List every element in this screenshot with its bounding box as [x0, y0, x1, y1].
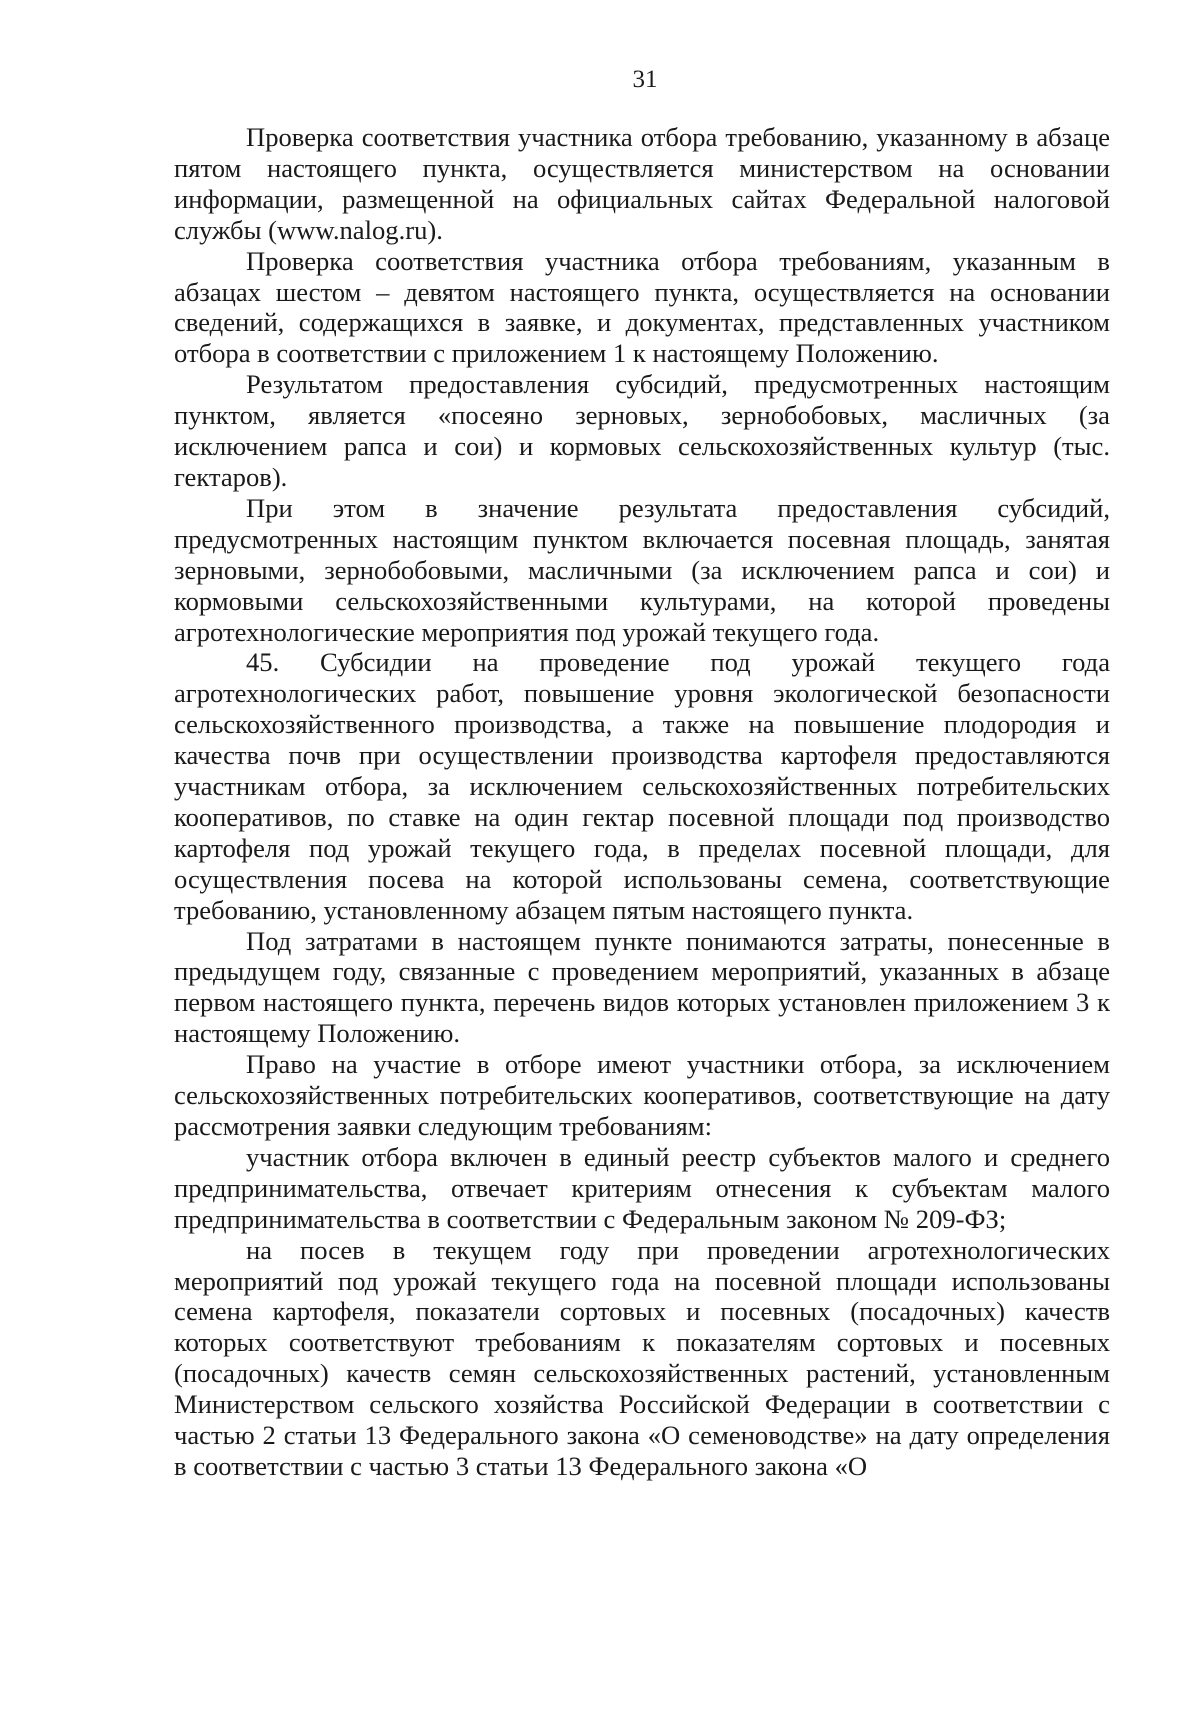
paragraph-5: 45. Субсидии на проведение под урожай текущего года агротехнологических работ, повышение уровня экологической безопасности сельскохозяйственного производства, а также на повышение плодородия и качества почв при осуществлении производства картофеля предоставляются участникам отбора, за исключением сельскохозяйственных потребительских кооперативов, по ставке на один гектар посевной площади под производство картофеля под урожай текущего года, в пределах посевной площади, для осуществления посева на которой использованы семена, соответствующие требованию, установленному абзацем пятым настоящего пункта. [174, 647, 1110, 925]
paragraph-9: на посев в текущем году при проведении агротехнологических мероприятий под урожай текущего года на посевной площади использованы семена картофеля, показатели сортовых и посевных (посадочных) качеств которых соответствуют требованиям к показателям сортовых и посевных (посадочных) качеств семян сельскохозяйственных растений, установленным Министерством сельского хозяйства Российской Федерации в соответствии с частью 2 статьи 13 Федерального закона «О семеноводстве» на дату определения в соответствии с частью 3 статьи 13 Федерального закона «О [174, 1234, 1110, 1481]
page-number: 31 [632, 66, 658, 93]
paragraph-8: участник отбора включен в единый реестр субъектов малого и среднего предпринимательства, отвечает критериям отнесения к субъектам малого предпринимательства в соответствии с Федеральным законом № 209-ФЗ; [174, 1141, 1110, 1234]
paragraph-3: Результатом предоставления субсидий, предусмотренных настоящим пунктом, является «посеяно зерновых, зернобобовых, масличных (за исключением рапса и сои) и кормовых сельскохозяйственных культур (тыс. гектаров). [174, 369, 1110, 492]
document-body [174, 122, 1110, 1482]
paragraph-6: Под затратами в настоящем пункте понимаются затраты, понесенные в предыдущем году, связанные с проведением мероприятий, указанных в абзаце первом настоящего пункта, перечень видов которых установлен приложением 3 к настоящему Положению. [174, 925, 1110, 1049]
paragraph-4: При этом в значение результата предоставления субсидий, предусмотренных настоящим пунктом включается посевная площадь, занятая зерновыми, зернобобовыми, масличными (за исключением рапса и сои) и кормовыми сельскохозяйственными культурами, на которой проведены агротехнологические мероприятия под урожай текущего года. [174, 492, 1110, 647]
paragraph-1: Проверка соответствия участника отбора требованию, указанному в абзаце пятом настоящего пункта, осуществляется министерством на основании информации, размещенной на официальных сайтах Федеральной налоговой службы (www.nalog.ru). [174, 122, 1110, 245]
paragraph-7: Право на участие в отборе имеют участники отбора, за исключением сельскохозяйственных потребительских кооперативов, соответствующие на дату рассмотрения заявки следующим требованиям: [174, 1049, 1110, 1141]
paragraph-2: Проверка соответствия участника отбора требованиям, указанным в абзацах шестом – девятом настоящего пункта, осуществляется на основании сведений, содержащихся в заявке, и документах, представленных участником отбора в соответствии с приложением 1 к настоящему Положению. [174, 245, 1110, 369]
